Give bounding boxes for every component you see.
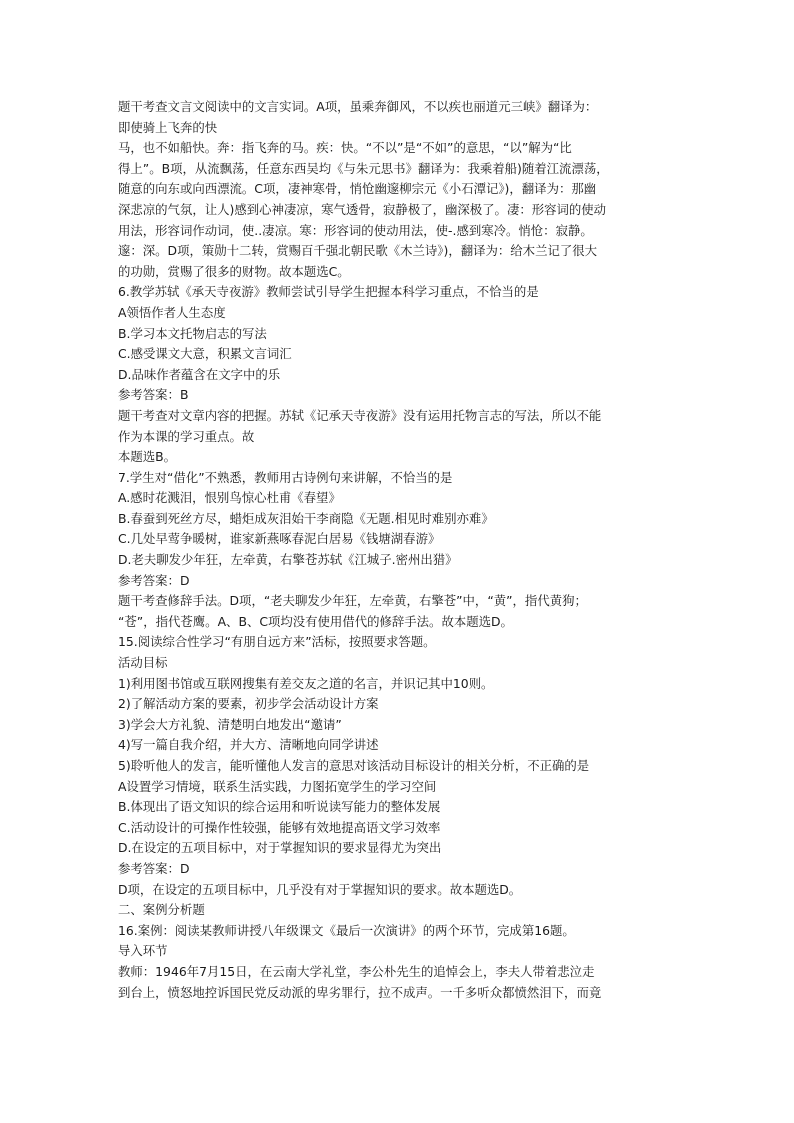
text-line: 题干考查修辞手法。D项，“老夫聊发少年狂，左牵黄，右擎苍”中，“黄”，指代黄狗； bbox=[118, 593, 587, 609]
text-line: 3)学会大方礼貌、清楚明白地发出“邀请” bbox=[118, 716, 342, 732]
text-line: 的功勋，赏赐了很多的财物。故本题选C。 bbox=[118, 263, 350, 279]
question-7-option-b: B.春蚕到死丝方尽，蜡炬成灰泪始干李商隐《无题.相见时难别亦难》 bbox=[118, 510, 494, 526]
question-16-stem: 16.案例：阅读某教师讲授八年级课文《最后一次演讲》的两个环节，完成第16题。 bbox=[118, 922, 575, 938]
question-15-stem: 15.阅读综合性学习“有朋自远方来”活标，按照要求答题。 bbox=[118, 634, 436, 650]
text-line: 本题选B。 bbox=[118, 449, 177, 465]
question-6-answer: 参考答案：B bbox=[118, 387, 189, 403]
text-line: 深悲凉的气氛，让人)感到心神凄凉，寒气透骨，寂静极了，幽深极了。凄：形容词的使动 bbox=[118, 201, 607, 217]
question-7-option-c: C.几处早莺争暖树，谁家新燕啄春泥白居易《钱塘湖春游》 bbox=[118, 531, 441, 547]
question-15-option-a: A设置学习情境，联系生活实践，力图拓宽学生的学习空间 bbox=[118, 778, 437, 794]
question-6-option-d: D.品味作者蕴含在文字中的乐 bbox=[118, 366, 281, 382]
question-7-stem: 7.学生对“借化”不熟悉，教师用古诗例句来讲解，不恰当的是 bbox=[118, 469, 453, 485]
text-line: 题干考查对文章内容的把握。苏轼《记承天寺夜游》没有运用托物言志的写法，所以不能 bbox=[118, 407, 602, 423]
text-line: 即使骑上飞奔的快 bbox=[118, 119, 218, 135]
question-6-stem: 6.教学苏轼《承天寺夜游》教师尝试引导学生把握本科学习重点，不恰当的是 bbox=[118, 284, 539, 300]
text-line: 随意的向东或向西漂流。C项，凄神寒骨，悄怆幽邃柳宗元《小石潭记》)，翻译为：那幽 bbox=[118, 181, 597, 197]
text-line: 5)聆听他人的发言，能听懂他人发言的意思对该活动目标设计的相关分析，不正确的是 bbox=[118, 758, 590, 773]
text-line: 马，也不如船快。奔：指飞奔的马。疾：快。“不以”是“不如”的意思，“以”解为“比 bbox=[118, 140, 572, 156]
text-line: 题干考查文言文阅读中的文言实词。A项，虽乘奔御风，不以疾也丽道元三峡》翻译为： bbox=[118, 99, 598, 114]
question-6-option-b: B.学习本文托物启志的写法 bbox=[118, 325, 267, 341]
text-line: 4)写一篇自我介绍，并大方、清晰地向同学讲述 bbox=[118, 737, 379, 753]
text-line: 教师：1946年7月15日，在云南大学礼堂，李公朴先生的追悼会上，李夫人带着悲泣走 bbox=[118, 963, 595, 979]
text-line: 得上”。B项，从流飘荡，任意东西吴均《与朱元思书》翻译为：我乘着船)随着江流漂荡， bbox=[118, 160, 609, 176]
text-line: 2)了解活动方案的要素，初步学会活动设计方案 bbox=[118, 696, 379, 712]
text-line: 用法，形容词作动词，使..凄凉。寒：形容词的使动用法，使-.感到寒冷。悄怆：寂静。 bbox=[118, 222, 593, 238]
question-7-option-a: A.感时花溅泪，恨别鸟惊心杜甫《春望》 bbox=[118, 490, 341, 506]
section-heading: 二、案例分析题 bbox=[118, 902, 205, 918]
question-15-option-d: D.在设定的五项目标中，对于掌握知识的要求显得尤为突出 bbox=[118, 840, 442, 856]
question-6-option-c: C.感受课文大意，积累文言词汇 bbox=[118, 346, 292, 362]
question-15-option-c: C.活动设计的可操作性较强，能够有效地提高语文学习效率 bbox=[118, 819, 441, 835]
text-line: 邃：深。D项，策勋十二转，赏赐百千强北朝民歌《木兰诗》)，翻译为：给木兰记了很大 bbox=[118, 243, 598, 259]
text-line: 到台上，愤怒地控诉国民党反动派的卑劣罪行，拉不成声。一千多听众都愤然泪下，而竟 bbox=[118, 984, 602, 1000]
question-15-answer: 参考答案：D bbox=[118, 860, 190, 876]
text-line: D项，在设定的五项目标中，几乎没有对于掌握知识的要求。故本题选D。 bbox=[118, 881, 522, 897]
text-line: 1)利用图书馆或互联网搜集有差交友之道的名言，并识记其中10则。 bbox=[118, 675, 494, 691]
section-heading: 导入环节 bbox=[118, 943, 168, 959]
question-7-answer: 参考答案：D bbox=[118, 572, 190, 588]
question-15-option-b: B.体现出了语文知识的综合运用和听说读写能力的整体发展 bbox=[118, 799, 441, 815]
question-6-option-a: A领悟作者人生态度 bbox=[118, 304, 226, 320]
document-body bbox=[118, 97, 678, 1003]
text-line: “苍”，指代苍鹰。A、B、C项均没有使用借代的修辞手法。故本题选D。 bbox=[118, 613, 513, 629]
question-7-option-d: D.老夫聊发少年狂，左牵黄，右擎苍苏轼《江城子.密州出猎》 bbox=[118, 552, 458, 568]
section-heading: 活动目标 bbox=[118, 655, 168, 671]
text-line: 作为本课的学习重点。故 bbox=[118, 428, 255, 444]
